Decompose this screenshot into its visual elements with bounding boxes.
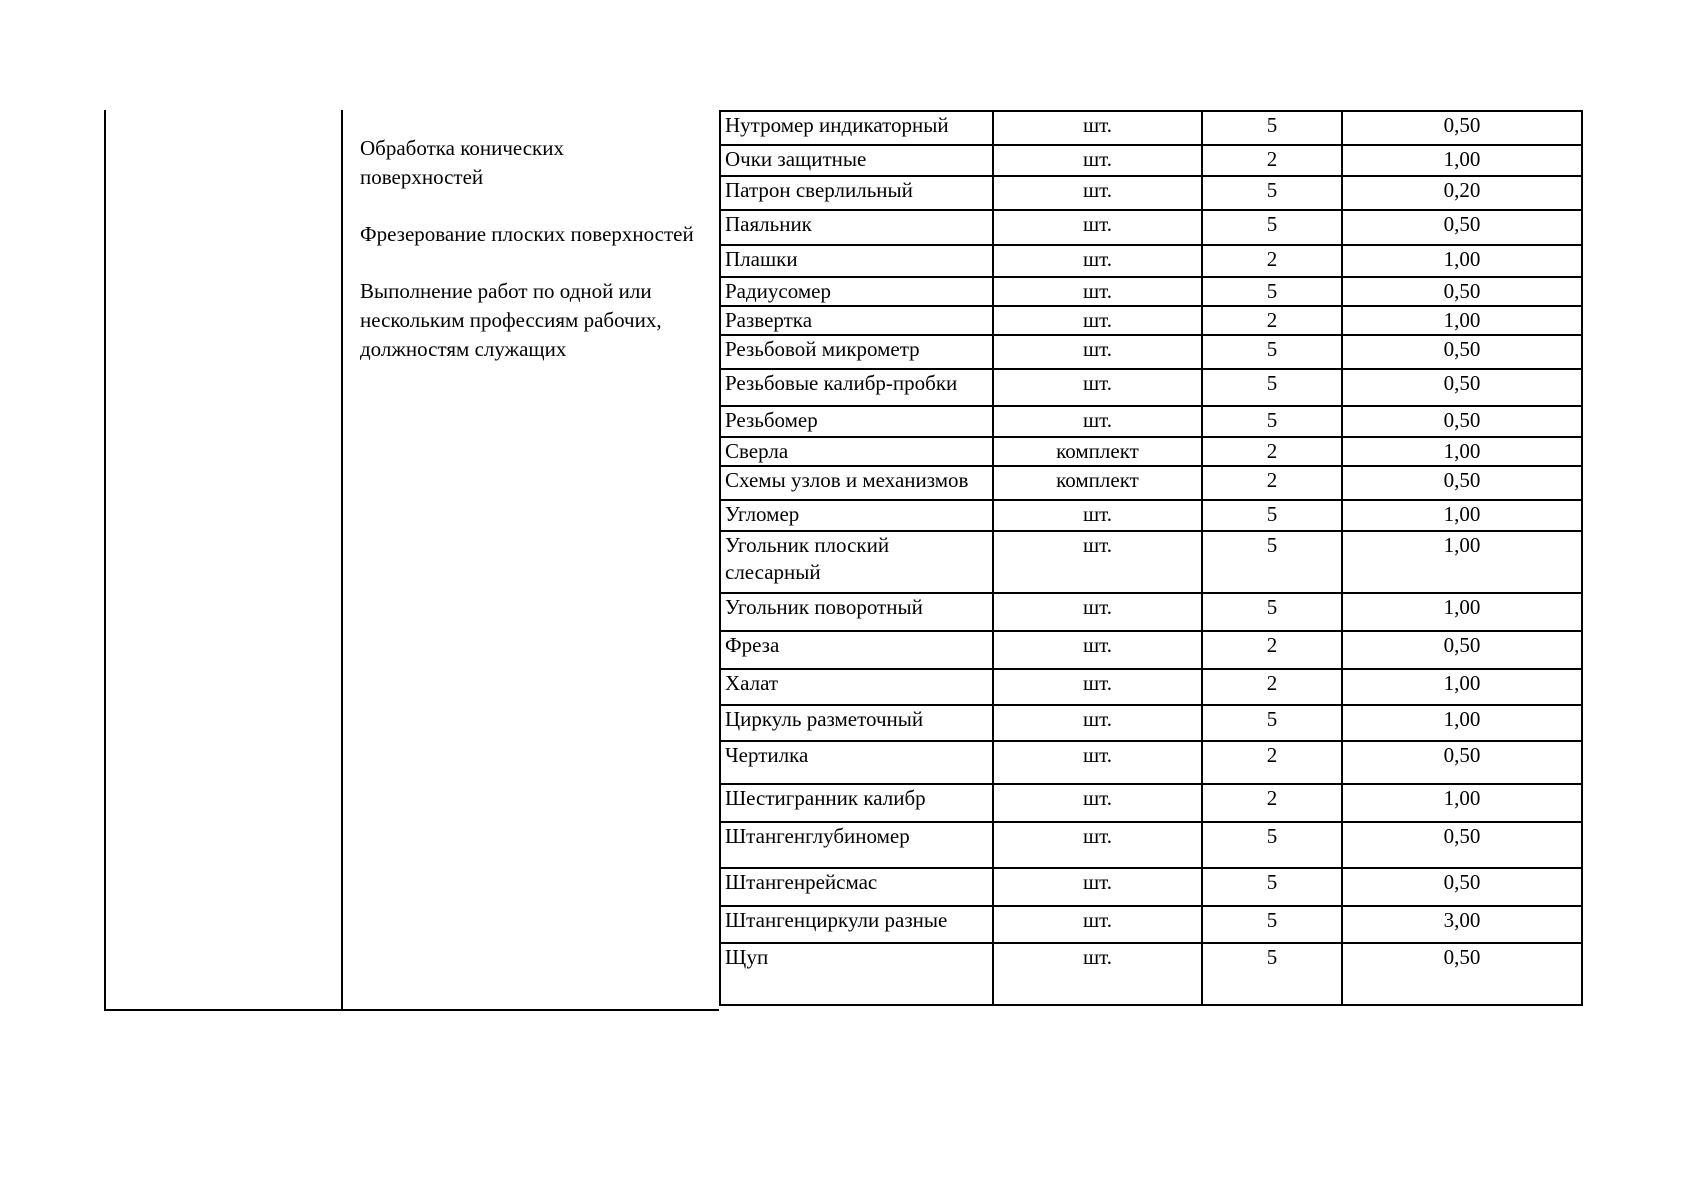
table-row: [720, 466, 1582, 500]
cell-unit: шт.: [993, 705, 1202, 741]
cell-norm: 1,00: [1342, 306, 1582, 335]
cell-qty: 5: [1202, 822, 1342, 868]
cell-name: Штангенциркули разные: [720, 906, 993, 943]
table-row: [720, 306, 1582, 335]
cell-qty: 5: [1202, 406, 1342, 437]
cell-name: Резьбовые калибр-пробки: [720, 369, 993, 406]
cell-norm: 0,50: [1342, 822, 1582, 868]
cell-qty: 2: [1202, 145, 1342, 176]
cell-unit: шт.: [993, 500, 1202, 531]
topic-item: Обработка конических поверхностей: [360, 136, 564, 189]
cell-qty: 5: [1202, 210, 1342, 245]
cell-name: Щуп: [720, 943, 993, 1005]
cell-qty: 5: [1202, 531, 1342, 593]
table-row: [720, 868, 1582, 906]
cell-qty: 5: [1202, 593, 1342, 631]
cell-norm: 1,00: [1342, 593, 1582, 631]
cell-norm: 0,50: [1342, 111, 1582, 145]
cell-norm: 1,00: [1342, 705, 1582, 741]
cell-qty: 2: [1202, 741, 1342, 784]
cell-name: Штангенглубиномер: [720, 822, 993, 868]
cell-norm: 1,00: [1342, 531, 1582, 593]
cell-name: Паяльник: [720, 210, 993, 245]
cell-qty: 2: [1202, 245, 1342, 277]
cell-unit: шт.: [993, 741, 1202, 784]
cell-norm: 0,50: [1342, 741, 1582, 784]
cell-name: Угольник плоский слесарный: [720, 531, 993, 593]
cell-name: Фреза: [720, 631, 993, 669]
cell-norm: 3,00: [1342, 906, 1582, 943]
column-divider: [341, 110, 343, 1011]
cell-qty: 5: [1202, 369, 1342, 406]
cell-qty: 5: [1202, 111, 1342, 145]
cell-norm: 0,50: [1342, 466, 1582, 500]
cell-unit: шт.: [993, 335, 1202, 369]
cell-name: Развертка: [720, 306, 993, 335]
cell-norm: 0,50: [1342, 406, 1582, 437]
cell-name: Схемы узлов и механизмов: [720, 466, 993, 500]
cell-name: Халат: [720, 669, 993, 705]
equipment-table: [719, 110, 1583, 1006]
cell-name: Патрон сверлильный: [720, 176, 993, 210]
table-row: [720, 500, 1582, 531]
cell-qty: 5: [1202, 277, 1342, 306]
cell-qty: 2: [1202, 784, 1342, 822]
cell-norm: 0,50: [1342, 210, 1582, 245]
cell-norm: 0,50: [1342, 335, 1582, 369]
cell-unit: шт.: [993, 631, 1202, 669]
cell-qty: 2: [1202, 631, 1342, 669]
table-row: [720, 741, 1582, 784]
topic-item: Выполнение работ по одной или нескольким профессиям рабочих, должностям служащих: [360, 279, 662, 361]
table-row: [720, 369, 1582, 406]
table-row: [720, 531, 1582, 593]
cell-name: Резьбовой микрометр: [720, 335, 993, 369]
cell-norm: 1,00: [1342, 784, 1582, 822]
cell-name: Радиусомер: [720, 277, 993, 306]
cell-norm: 1,00: [1342, 145, 1582, 176]
cell-name: Резьбомер: [720, 406, 993, 437]
equipment-table-body: [720, 111, 1582, 1005]
cell-norm: 1,00: [1342, 437, 1582, 466]
cell-unit: комплект: [993, 466, 1202, 500]
cell-unit: шт.: [993, 669, 1202, 705]
cell-name: Угольник поворотный: [720, 593, 993, 631]
table-row: [720, 335, 1582, 369]
cell-norm: 0,50: [1342, 868, 1582, 906]
cell-norm: 0,50: [1342, 943, 1582, 1005]
cell-name: Штангенрейсмас: [720, 868, 993, 906]
table-row: [720, 210, 1582, 245]
cell-qty: 2: [1202, 669, 1342, 705]
cell-unit: шт.: [993, 210, 1202, 245]
cell-qty: 5: [1202, 906, 1342, 943]
table-row: [720, 277, 1582, 306]
cell-unit: шт.: [993, 245, 1202, 277]
cell-norm: 1,00: [1342, 500, 1582, 531]
cell-name: Циркуль разметочный: [720, 705, 993, 741]
table-row: [720, 111, 1582, 145]
table-row: [720, 145, 1582, 176]
cell-name: Нутромер индикаторный: [720, 111, 993, 145]
cell-unit: шт.: [993, 906, 1202, 943]
cell-norm: 0,50: [1342, 369, 1582, 406]
table-row: [720, 822, 1582, 868]
cell-qty: 5: [1202, 943, 1342, 1005]
table-row: [720, 631, 1582, 669]
cell-unit: шт.: [993, 306, 1202, 335]
cell-unit: шт.: [993, 111, 1202, 145]
cell-qty: 2: [1202, 466, 1342, 500]
cell-unit: шт.: [993, 822, 1202, 868]
cell-unit: шт.: [993, 531, 1202, 593]
cell-qty: 5: [1202, 705, 1342, 741]
cell-unit: шт.: [993, 593, 1202, 631]
cell-name: Чертилка: [720, 741, 993, 784]
cell-name: Очки защитные: [720, 145, 993, 176]
table-row: [720, 176, 1582, 210]
table-row: [720, 593, 1582, 631]
cell-qty: 5: [1202, 500, 1342, 531]
cell-qty: 5: [1202, 176, 1342, 210]
cell-qty: 2: [1202, 306, 1342, 335]
table-row: [720, 669, 1582, 705]
table-row: [720, 906, 1582, 943]
topic-item: Фрезерование плоских поверхностей: [360, 222, 694, 246]
cell-unit: шт.: [993, 176, 1202, 210]
cell-norm: 0,50: [1342, 277, 1582, 306]
cell-unit: шт.: [993, 369, 1202, 406]
cell-qty: 2: [1202, 437, 1342, 466]
table-row: [720, 784, 1582, 822]
cell-name: Шестигранник калибр: [720, 784, 993, 822]
cell-norm: 0,20: [1342, 176, 1582, 210]
cell-norm: 1,00: [1342, 669, 1582, 705]
cell-unit: шт.: [993, 943, 1202, 1005]
cell-name: Сверла: [720, 437, 993, 466]
cell-unit: шт.: [993, 868, 1202, 906]
cell-name: Плашки: [720, 245, 993, 277]
cell-unit: шт.: [993, 145, 1202, 176]
cell-qty: 5: [1202, 335, 1342, 369]
cell-unit: шт.: [993, 784, 1202, 822]
cell-norm: 1,00: [1342, 245, 1582, 277]
table-row: [720, 705, 1582, 741]
cell-unit: комплект: [993, 437, 1202, 466]
cell-unit: шт.: [993, 406, 1202, 437]
table-row: [720, 406, 1582, 437]
topics-list: [360, 134, 720, 392]
cell-norm: 0,50: [1342, 631, 1582, 669]
table-row: [720, 245, 1582, 277]
cell-name: Угломер: [720, 500, 993, 531]
cell-qty: 5: [1202, 868, 1342, 906]
table-row: [720, 943, 1582, 1005]
cell-unit: шт.: [993, 277, 1202, 306]
table-row: [720, 437, 1582, 466]
